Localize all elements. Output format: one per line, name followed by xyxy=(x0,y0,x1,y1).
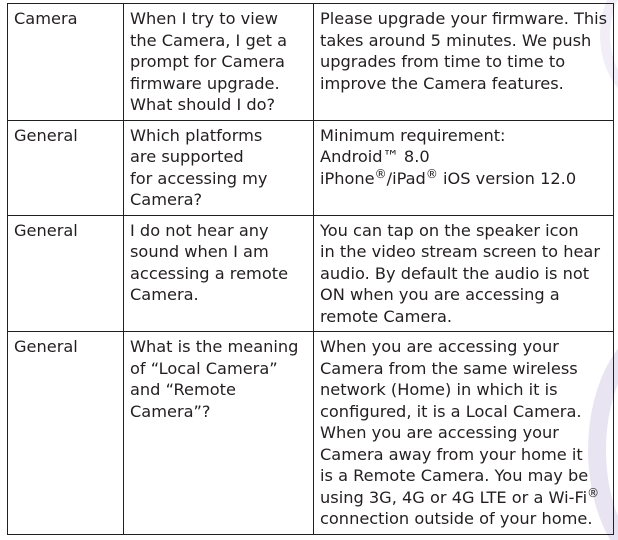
category-cell xyxy=(8,4,124,121)
answer-line: takes around 5 minutes. We push xyxy=(320,30,592,50)
question-line: the Camera, I get a xyxy=(130,30,288,50)
faq-row xyxy=(8,120,614,215)
question-line: sound when I am xyxy=(130,242,269,261)
faq-row xyxy=(8,215,614,332)
faq-row xyxy=(8,332,614,535)
answer-line: Camera from the same wireless xyxy=(320,358,578,378)
question-line: I do not hear any xyxy=(130,220,269,240)
question-line: of “Local Camera” xyxy=(130,358,278,378)
answer-cell xyxy=(314,4,614,121)
wifi-text: using 3G, 4G or 4G LTE or a Wi-Fi xyxy=(320,487,588,507)
question-line: When I try to view xyxy=(130,9,278,28)
category-label: Camera xyxy=(14,9,78,28)
question-cell xyxy=(124,332,314,535)
question-line: are supported xyxy=(130,147,244,166)
category-cell xyxy=(8,120,124,215)
ios-requirement-line xyxy=(320,168,607,190)
question-cell xyxy=(124,215,314,332)
category-cell xyxy=(8,215,124,332)
question-line: What should I do? xyxy=(130,95,276,114)
question-line: Camera? xyxy=(130,190,203,209)
answer-line: remote Camera. xyxy=(320,306,453,326)
ios-version-text: iOS version 12.0 xyxy=(437,168,577,188)
category-label: General xyxy=(14,337,78,356)
answer-line: connection outside of your home. xyxy=(320,509,593,528)
question-line: What is the meaning xyxy=(130,337,299,356)
category-cell xyxy=(8,332,124,535)
category-label: General xyxy=(14,220,78,240)
answer-cell xyxy=(314,215,614,332)
question-line: Camera”? xyxy=(130,401,211,421)
question-line: Which platforms xyxy=(130,125,263,145)
answer-line: ON when you are accessing a xyxy=(320,285,560,304)
question-line: and “Remote xyxy=(130,380,236,399)
answer-line: Minimum requirement: xyxy=(320,125,506,145)
answer-line: Android™ 8.0 xyxy=(320,147,430,166)
question-line: firmware upgrade. xyxy=(130,73,280,93)
faq-row xyxy=(8,4,614,121)
answer-line: network (Home) in which it is xyxy=(320,380,558,399)
answer-line: You can tap on the speaker icon xyxy=(320,220,579,240)
answer-line: audio. By default the audio is not xyxy=(320,263,590,283)
answer-line: Please upgrade your firmware. This xyxy=(320,9,608,28)
answer-line: Camera away from your home it xyxy=(320,444,583,464)
registered-mark: ® xyxy=(374,166,387,181)
answer-line: When you are accessing your xyxy=(320,423,559,442)
wifi-answer-line xyxy=(320,487,607,509)
question-line: accessing a remote xyxy=(130,263,289,283)
question-cell xyxy=(124,4,314,121)
registered-mark: ® xyxy=(587,485,600,500)
question-line: prompt for Camera xyxy=(130,52,285,71)
registered-mark: ® xyxy=(425,166,438,181)
answer-cell xyxy=(314,120,614,215)
faq-table xyxy=(7,3,614,535)
answer-line: upgrades from time to time to xyxy=(320,52,566,71)
answer-line: improve the Camera features. xyxy=(320,73,564,93)
question-line: for accessing my xyxy=(130,168,268,188)
category-label: General xyxy=(14,125,78,145)
answer-line: is a Remote Camera. You may be xyxy=(320,466,589,485)
ipad-text: /iPad xyxy=(386,168,426,188)
question-cell xyxy=(124,120,314,215)
answer-line: When you are accessing your xyxy=(320,337,559,356)
answer-cell xyxy=(314,332,614,535)
answer-line: configured, it is a Local Camera. xyxy=(320,401,582,421)
iphone-text: iPhone xyxy=(320,168,375,188)
answer-line: in the video stream screen to hear xyxy=(320,242,600,261)
question-line: Camera. xyxy=(130,285,199,304)
